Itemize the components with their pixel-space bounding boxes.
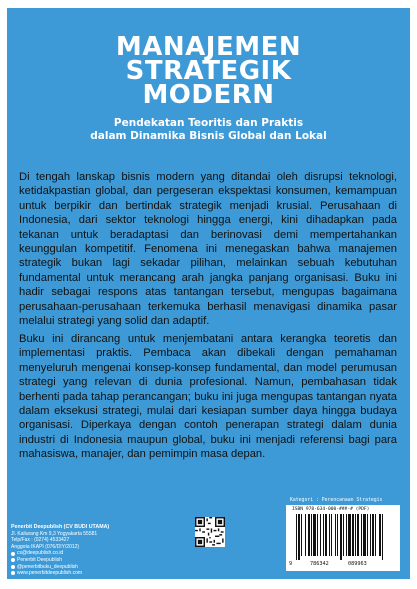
publisher-member: Anggota IKAPI (076/DIY/2012) — [11, 543, 80, 550]
barcode-digit-first: 9 — [289, 561, 293, 567]
instagram-row — [11, 564, 109, 571]
barcode-bar — [308, 514, 310, 556]
publisher-info — [11, 524, 109, 577]
barcode-bar — [337, 514, 338, 556]
publisher-instagram: @penerbitbuku_deepublish — [17, 563, 78, 570]
title-line-1: MANAJEMEN — [115, 32, 302, 62]
barcode-bar — [355, 514, 356, 556]
barcode-bar — [331, 514, 332, 556]
barcode-bar — [367, 514, 368, 556]
barcode-bar — [375, 514, 376, 556]
barcode-bar — [313, 514, 316, 556]
title-line-2: STRATEGIK — [125, 56, 292, 86]
book-subtitle — [7, 117, 410, 143]
barcode-bar — [301, 514, 302, 556]
barcode-bar — [325, 514, 327, 556]
facebook-row — [11, 557, 109, 564]
barcode-bar — [361, 514, 362, 556]
email-icon — [11, 552, 15, 556]
website-row — [11, 570, 109, 577]
barcode-bar — [298, 514, 300, 560]
publisher-address: Jl. Kaliurang Km 9,3 Yogyakarta 55581 — [11, 530, 98, 537]
barcode-bar — [317, 514, 318, 556]
publisher-email: cs@deepublish.co.id — [17, 550, 64, 557]
barcode-bar — [320, 514, 321, 556]
globe-icon — [11, 571, 15, 575]
publisher-facebook: Penerbit Deepublish — [17, 556, 63, 563]
publisher-phone: Telp/Fax : (0274) 4533427 — [11, 537, 70, 544]
barcode-bar — [363, 514, 366, 556]
publisher-name: Penerbit Deepublish (CV BUDI UTAMA) — [11, 524, 110, 530]
barcode-bar — [348, 514, 351, 556]
barcode-bar — [329, 514, 330, 556]
barcode-bar — [372, 514, 374, 556]
subtitle-line-1: Pendekatan Teoritis dan Praktis — [113, 117, 304, 129]
barcode-bar — [370, 514, 371, 556]
qr-code-icon — [195, 517, 225, 547]
barcode-digits-group-1: 786342 — [310, 561, 329, 567]
barcode-icon — [292, 514, 394, 560]
category-strip — [286, 497, 400, 505]
barcode-bar — [346, 514, 347, 556]
barcode-bar — [352, 514, 354, 556]
book-title — [7, 32, 410, 110]
barcode-bar — [379, 514, 381, 556]
facebook-icon — [11, 558, 15, 562]
barcode-panel — [286, 497, 400, 571]
barcode-bar — [335, 514, 336, 556]
email-row — [11, 550, 109, 557]
barcode-digits-group-2: 089963 — [348, 561, 367, 567]
instagram-icon — [11, 565, 15, 569]
subtitle-line-2: dalam Dinamika Bisnis Global dan Lokal — [90, 130, 327, 142]
publisher-website: www.penerbitdeepublish.com — [17, 570, 83, 577]
barcode-bar — [382, 514, 383, 560]
barcode-bar — [340, 514, 342, 560]
barcode-bar — [357, 514, 359, 556]
blurb-paragraph-1: Di tengah lanskap bisnis modern yang ditandai oleh disrupsi teknologi, ketidakpastian global, dan pergeseran ekspektasi konsumen, kemampuan untuk berpikir dan bertindak strategik menjadi krusial. Perusahaan di Indonesia, dari sektor teknologi hingga energi, kini dihadapkan pada tekanan untuk beradaptasi dan berinovasi demi mempertahankan keunggulan kompetitif. Fenomena ini menegaskan bahwa manajemen strategik bukan lagi sekadar pilihan, melainkan sebuah kebutuhan fundamental untuk merancang arah jangka panjang organisasi. Buku ini hadir sebagai respons atas tantangan tersebut, mengupas bagaimana perusahaan-perusahaan terkemuka berhasil menavigasi dinamika pasar melalui strategi yang solid dan adaptif. — [19, 171, 397, 328]
barcode-bar — [311, 514, 312, 556]
blurb-paragraph-2: Buku ini dirancang untuk menjembatani antara kerangka teoretis dan implementasi praktis. Pembaca akan dibekali dengan pemahaman menyeluruh mengenai konsep-konsep fundamental, dan model perumusan strategi yang relevan di dunia profesional. Namun, pembahasan tidak berhenti pada tahap perancangan; buku ini juga mengupas tantangan nyata dalam eksekusi strategi, mulai dari kesiapan sumber daya hingga budaya organisasi. Diperkaya dengan contoh penerapan strategi dalam dunia industri di Indonesia maupun global, buku ini menjadi referensi bagi para mahasiswa, manajer, dan pemimpin masa depan. — [19, 333, 397, 461]
isbn-label: ISBN 978-634-000-###-# (PDF) — [292, 507, 370, 512]
barcode-bar — [305, 514, 306, 556]
back-cover — [7, 8, 410, 579]
barcode-bar — [323, 514, 324, 556]
category-label: Kategori : Perencanaan Strategis — [290, 498, 383, 503]
barcode-bar — [343, 514, 344, 556]
title-line-3: MODERN — [142, 80, 275, 110]
barcode-bar — [296, 514, 297, 560]
